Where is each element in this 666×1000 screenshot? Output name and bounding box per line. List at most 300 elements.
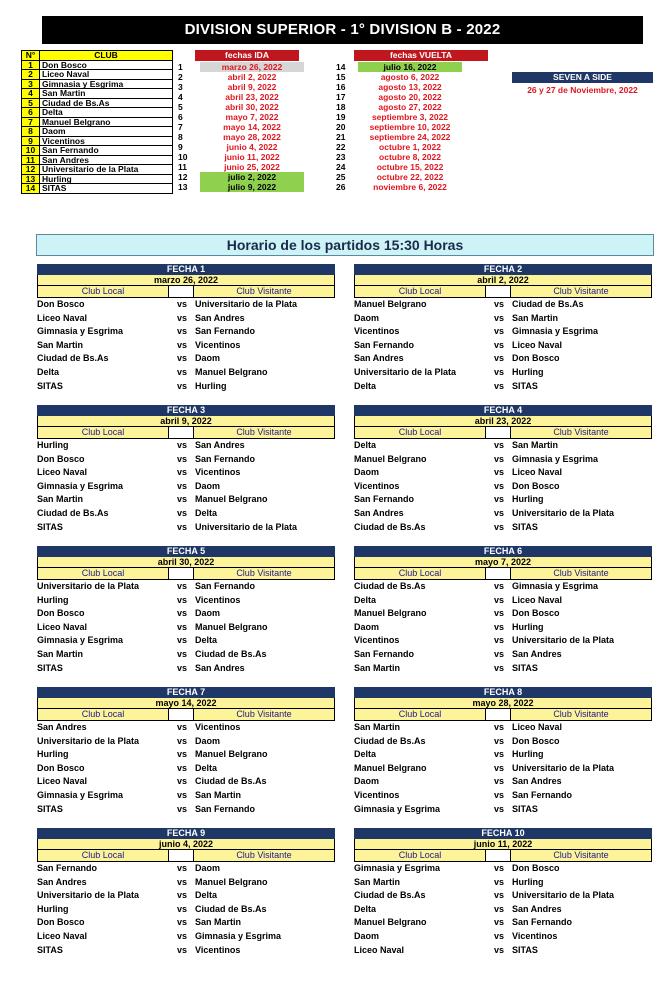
club-row — [22, 108, 173, 118]
home-club: Daom — [354, 621, 380, 632]
ida-row — [178, 72, 304, 82]
club-name: Vicentinos — [40, 136, 173, 146]
fecha-title: FECHA 2 — [354, 264, 652, 275]
home-club: Daom — [354, 776, 380, 787]
match-row — [37, 648, 335, 662]
home-club: Delta — [354, 903, 377, 914]
away-club: San Andres — [195, 440, 245, 450]
home-club: Gimnasia y Esgrima — [354, 863, 441, 873]
match-row — [354, 380, 652, 394]
away-club: Daom — [195, 353, 221, 364]
match-row — [37, 507, 335, 521]
away-club: SITAS — [512, 944, 538, 955]
away-club: San Fernando — [512, 789, 573, 800]
vuelta-row — [336, 62, 462, 72]
fecha-columns — [354, 286, 652, 298]
ida-number: 4 — [178, 92, 183, 102]
away-club: Universitario de la Plata — [512, 635, 615, 646]
vs-label: vs — [177, 366, 188, 377]
away-club: Hurling — [512, 366, 544, 377]
home-club: Gimnasia y Esgrima — [37, 789, 124, 800]
col-spacer — [485, 568, 511, 579]
match-row — [37, 352, 335, 366]
vs-label: vs — [494, 453, 505, 464]
fecha-block — [354, 687, 652, 816]
fecha-title: FECHA 3 — [37, 405, 335, 416]
match-row — [354, 366, 652, 380]
vs-label: vs — [494, 735, 505, 746]
home-club: Vicentinos — [354, 480, 400, 491]
home-club: SITAS — [37, 662, 63, 673]
vs-label: vs — [177, 917, 188, 928]
vs-label: vs — [177, 594, 188, 605]
vs-label: vs — [177, 863, 188, 873]
ida-number: 11 — [178, 162, 187, 172]
home-club: Universitario de la Plata — [37, 735, 140, 746]
vs-label: vs — [494, 353, 505, 364]
away-club: San Fernando — [512, 917, 573, 928]
vuelta-row — [336, 102, 462, 112]
vs-label: vs — [177, 621, 188, 632]
away-club: San Andres — [195, 662, 245, 673]
home-club: Universitario de la Plata — [37, 890, 140, 901]
fecha-columns — [37, 709, 335, 721]
match-row — [37, 439, 335, 453]
home-club: SITAS — [37, 521, 63, 532]
ida-number: 1 — [178, 62, 183, 72]
match-row — [37, 662, 335, 676]
away-club: Manuel Belgrano — [195, 749, 268, 760]
col-local-header: Club Local — [81, 286, 125, 296]
ida-number: 6 — [178, 112, 183, 122]
match-row — [354, 507, 652, 521]
vuelta-date: julio 16, 2022 — [358, 62, 462, 72]
vuelta-date: octubre 8, 2022 — [379, 152, 441, 162]
fecha-date: abril 23, 2022 — [354, 416, 652, 427]
col-visitante-header: Club Visitante — [236, 709, 292, 719]
match-row — [37, 916, 335, 930]
match-row — [354, 594, 652, 608]
home-club: Liceo Naval — [37, 776, 88, 787]
away-club: Universitario de la Plata — [195, 521, 298, 532]
col-visitante-header: Club Visitante — [236, 850, 292, 860]
vs-label: vs — [494, 776, 505, 787]
match-row — [37, 889, 335, 903]
ida-number: 8 — [178, 132, 183, 142]
match-row — [354, 889, 652, 903]
away-club: Manuel Belgrano — [195, 494, 268, 505]
ida-number: 7 — [178, 122, 183, 132]
col-spacer — [485, 286, 511, 297]
ida-date: julio 9, 2022 — [200, 182, 304, 192]
match-row — [37, 876, 335, 890]
away-club: Delta — [195, 635, 218, 646]
col-spacer — [168, 709, 194, 720]
away-club: Don Bosco — [512, 863, 560, 873]
col-local-header: Club Local — [398, 286, 442, 296]
fecha-date: mayo 7, 2022 — [354, 557, 652, 568]
vuelta-number: 19 — [336, 112, 346, 122]
home-club: San Martin — [37, 494, 84, 505]
clubs-table — [21, 50, 173, 194]
vs-label: vs — [494, 722, 505, 732]
club-row — [22, 146, 173, 156]
seven-a-side-label: SEVEN A SIDE — [512, 72, 653, 83]
vs-label: vs — [494, 903, 505, 914]
ida-row — [178, 102, 304, 112]
vs-label: vs — [177, 467, 188, 478]
away-club: Hurling — [195, 380, 227, 391]
vs-label: vs — [177, 494, 188, 505]
away-club: Don Bosco — [512, 353, 560, 364]
vs-label: vs — [177, 930, 188, 941]
club-number: 13 — [22, 174, 40, 184]
fecha-title: FECHA 4 — [354, 405, 652, 416]
match-row — [354, 480, 652, 494]
club-number: 2 — [22, 70, 40, 80]
home-club: Gimnasia y Esgrima — [37, 635, 124, 646]
home-club: Ciudad de Bs.As — [37, 353, 109, 364]
vuelta-date: agosto 20, 2022 — [378, 92, 442, 102]
home-club: San Fernando — [354, 339, 415, 350]
away-club: SITAS — [512, 662, 538, 673]
vuelta-row — [336, 82, 462, 92]
away-club: Ciudad de Bs.As — [195, 903, 267, 914]
home-club: San Martin — [354, 722, 401, 732]
vuelta-number: 21 — [336, 132, 346, 142]
vuelta-row — [336, 182, 462, 192]
vs-label: vs — [494, 803, 505, 814]
away-club: San Fernando — [195, 803, 256, 814]
match-row — [354, 621, 652, 635]
ida-date: marzo 26, 2022 — [200, 62, 304, 72]
vs-label: vs — [177, 326, 188, 337]
away-club: Liceo Naval — [512, 594, 563, 605]
vs-label: vs — [494, 326, 505, 337]
home-club: Gimnasia y Esgrima — [37, 480, 124, 491]
home-club: Manuel Belgrano — [354, 453, 427, 464]
vuelta-row — [336, 142, 462, 152]
fecha-block — [37, 264, 335, 393]
vuelta-date: octubre 15, 2022 — [376, 162, 444, 172]
match-row — [354, 312, 652, 326]
vs-label: vs — [494, 608, 505, 619]
vs-label: vs — [177, 789, 188, 800]
away-club: Delta — [195, 762, 218, 773]
col-local-header: Club Local — [398, 850, 442, 860]
col-local-header: Club Local — [81, 709, 125, 719]
col-visitante-header: Club Visitante — [553, 709, 609, 719]
match-row — [37, 930, 335, 944]
home-club: San Fernando — [354, 648, 415, 659]
match-row — [354, 762, 652, 776]
fecha-columns — [354, 709, 652, 721]
fecha-columns — [37, 568, 335, 580]
col-spacer — [485, 427, 511, 438]
fecha-block — [354, 546, 652, 675]
away-club: Daom — [195, 735, 221, 746]
home-club: San Andres — [37, 876, 87, 887]
vuelta-number: 26 — [336, 182, 346, 192]
ida-number: 3 — [178, 82, 183, 92]
match-row — [37, 493, 335, 507]
home-club: San Martin — [37, 648, 84, 659]
away-club: Manuel Belgrano — [195, 876, 268, 887]
club-name: Daom — [40, 127, 173, 137]
vs-label: vs — [494, 594, 505, 605]
club-row — [22, 89, 173, 99]
club-name: Liceo Naval — [40, 70, 173, 80]
away-club: Liceo Naval — [512, 722, 563, 732]
ida-date: junio 25, 2022 — [224, 162, 280, 172]
vs-label: vs — [494, 789, 505, 800]
home-club: Gimnasia y Esgrima — [37, 326, 124, 337]
vs-label: vs — [177, 749, 188, 760]
home-club: Hurling — [37, 749, 69, 760]
vs-label: vs — [177, 803, 188, 814]
vs-label: vs — [494, 480, 505, 491]
col-visitante-header: Club Visitante — [236, 427, 292, 437]
club-name: Don Bosco — [40, 60, 173, 70]
vuelta-date: octubre 1, 2022 — [379, 142, 441, 152]
col-visitante-header: Club Visitante — [236, 568, 292, 578]
match-row — [354, 789, 652, 803]
vs-label: vs — [177, 722, 188, 732]
home-club: SITAS — [37, 944, 63, 955]
fecha-date: junio 4, 2022 — [37, 839, 335, 850]
ida-date: mayo 7, 2022 — [225, 112, 279, 122]
match-row — [37, 466, 335, 480]
fecha-block — [37, 687, 335, 816]
vs-label: vs — [177, 521, 188, 532]
club-row — [22, 165, 173, 175]
vs-label: vs — [177, 480, 188, 491]
vuelta-number: 15 — [336, 72, 346, 82]
match-row — [37, 298, 335, 312]
fecha-block — [354, 405, 652, 534]
club-name: Manuel Belgrano — [40, 117, 173, 127]
home-club: Delta — [37, 366, 60, 377]
club-number: 8 — [22, 127, 40, 137]
vuelta-number: 23 — [336, 152, 346, 162]
ida-row — [178, 152, 304, 162]
vs-label: vs — [494, 521, 505, 532]
ida-number: 12 — [178, 172, 188, 182]
vuelta-number: 22 — [336, 142, 346, 152]
fecha-date: mayo 28, 2022 — [354, 698, 652, 709]
vuelta-date: octubre 22, 2022 — [376, 172, 444, 182]
col-local-header: Club Local — [81, 427, 125, 437]
vs-label: vs — [177, 608, 188, 619]
ida-row — [178, 162, 304, 172]
vuelta-date: agosto 6, 2022 — [380, 72, 440, 82]
away-club: Vicentinos — [195, 467, 241, 478]
match-row — [354, 916, 652, 930]
col-local-header: Club Local — [398, 709, 442, 719]
vuelta-number: 25 — [336, 172, 346, 182]
vs-label: vs — [494, 890, 505, 901]
vuelta-date: septiembre 10, 2022 — [369, 122, 451, 132]
away-club: Gimnasia y Esgrima — [512, 581, 599, 591]
home-club: Universitario de la Plata — [354, 366, 457, 377]
vs-label: vs — [494, 662, 505, 673]
ida-row — [178, 172, 304, 182]
ida-row — [178, 182, 304, 192]
ida-row — [178, 62, 304, 72]
match-row — [354, 662, 652, 676]
vs-label: vs — [494, 299, 505, 309]
match-row — [37, 594, 335, 608]
fecha-date: abril 2, 2022 — [354, 275, 652, 286]
match-row — [37, 803, 335, 817]
col-visitante-header: Club Visitante — [553, 568, 609, 578]
away-club: Universitario de la Plata — [512, 890, 615, 901]
club-number: 7 — [22, 117, 40, 127]
match-row — [37, 580, 335, 594]
match-row — [354, 298, 652, 312]
away-club: Don Bosco — [512, 608, 560, 619]
vs-label: vs — [177, 735, 188, 746]
home-club: San Martin — [354, 662, 401, 673]
vs-label: vs — [177, 890, 188, 901]
club-row — [22, 184, 173, 194]
vuelta-date: agosto 13, 2022 — [378, 82, 442, 92]
home-club: Liceo Naval — [354, 944, 405, 955]
match-row — [37, 862, 335, 876]
vs-label: vs — [494, 380, 505, 391]
ida-date: junio 4, 2022 — [226, 142, 278, 152]
match-row — [354, 735, 652, 749]
home-club: Hurling — [37, 440, 69, 450]
page-title: DIVISION SUPERIOR - 1° DIVISION B - 2022 — [42, 16, 643, 44]
fecha-block — [354, 828, 652, 957]
vuelta-number: 16 — [336, 82, 346, 92]
fecha-title: FECHA 5 — [37, 546, 335, 557]
match-row — [37, 366, 335, 380]
ida-number: 10 — [178, 152, 188, 162]
ida-date: abril 9, 2022 — [227, 82, 277, 92]
ida-row — [178, 132, 304, 142]
vs-label: vs — [177, 312, 188, 323]
vs-label: vs — [177, 903, 188, 914]
vuelta-header: fechas VUELTA — [354, 50, 488, 61]
away-club: Don Bosco — [512, 480, 560, 491]
fecha-columns — [354, 850, 652, 862]
fecha-columns — [37, 850, 335, 862]
fecha-title: FECHA 8 — [354, 687, 652, 698]
club-name: San Andres — [40, 155, 173, 165]
col-spacer — [168, 427, 194, 438]
vs-label: vs — [494, 749, 505, 760]
match-row — [37, 634, 335, 648]
away-club: Daom — [195, 480, 221, 491]
ida-row — [178, 112, 304, 122]
ida-number: 5 — [178, 102, 183, 112]
vuelta-number: 14 — [336, 62, 346, 72]
clubs-num-header: N° — [22, 51, 40, 61]
vs-label: vs — [177, 339, 188, 350]
match-row — [37, 521, 335, 535]
fecha-title: FECHA 10 — [354, 828, 652, 839]
away-club: San Andres — [512, 648, 562, 659]
vs-label: vs — [177, 776, 188, 787]
seven-a-side-date: 26 y 27 de Noviembre, 2022 — [527, 85, 638, 95]
fecha-title: FECHA 1 — [37, 264, 335, 275]
vuelta-row — [336, 122, 462, 132]
vs-label: vs — [177, 299, 188, 309]
home-club: Daom — [354, 467, 380, 478]
match-row — [37, 339, 335, 353]
col-local-header: Club Local — [81, 568, 125, 578]
home-club: Hurling — [37, 594, 69, 605]
away-club: Liceo Naval — [512, 339, 563, 350]
home-club: Vicentinos — [354, 326, 400, 337]
club-name: Gimnasia y Esgrima — [40, 79, 173, 89]
away-club: Ciudad de Bs.As — [195, 776, 267, 787]
vs-label: vs — [177, 648, 188, 659]
home-club: Hurling — [37, 903, 69, 914]
away-club: Universitario de la Plata — [195, 299, 298, 309]
home-club: Don Bosco — [37, 917, 85, 928]
away-club: San Martin — [195, 917, 242, 928]
away-club: Liceo Naval — [512, 467, 563, 478]
away-club: Gimnasia y Esgrima — [195, 930, 282, 941]
match-row — [37, 721, 335, 735]
match-row — [354, 648, 652, 662]
away-club: San Fernando — [195, 326, 256, 337]
col-spacer — [485, 850, 511, 861]
home-club: San Martin — [37, 339, 84, 350]
club-name: Delta — [40, 108, 173, 118]
home-club: Ciudad de Bs.As — [354, 735, 426, 746]
vuelta-number: 24 — [336, 162, 346, 172]
vs-label: vs — [494, 917, 505, 928]
match-row — [37, 480, 335, 494]
vs-label: vs — [177, 353, 188, 364]
fecha-columns — [37, 427, 335, 439]
match-row — [354, 466, 652, 480]
vs-label: vs — [177, 440, 188, 450]
fecha-block — [354, 264, 652, 393]
ida-row — [178, 122, 304, 132]
away-club: San Martin — [512, 440, 559, 450]
away-club: Gimnasia y Esgrima — [512, 326, 599, 337]
ida-date: abril 23, 2022 — [225, 92, 279, 102]
vs-label: vs — [494, 876, 505, 887]
home-club: San Andres — [354, 507, 404, 518]
col-visitante-header: Club Visitante — [553, 427, 609, 437]
club-name: San Fernando — [40, 146, 173, 156]
away-club: Daom — [195, 608, 221, 619]
match-row — [37, 325, 335, 339]
home-club: Universitario de la Plata — [37, 581, 140, 591]
ida-date: mayo 28, 2022 — [223, 132, 281, 142]
club-number: 11 — [22, 155, 40, 165]
away-club: San Andres — [195, 312, 245, 323]
match-row — [354, 862, 652, 876]
vs-label: vs — [177, 635, 188, 646]
fecha-title: FECHA 7 — [37, 687, 335, 698]
fecha-title: FECHA 6 — [354, 546, 652, 557]
match-row — [37, 607, 335, 621]
vs-label: vs — [494, 467, 505, 478]
fecha-columns — [354, 568, 652, 580]
match-row — [37, 735, 335, 749]
vuelta-row — [336, 132, 462, 142]
vuelta-dates — [336, 62, 462, 192]
vuelta-row — [336, 72, 462, 82]
away-club: San Andres — [512, 903, 562, 914]
